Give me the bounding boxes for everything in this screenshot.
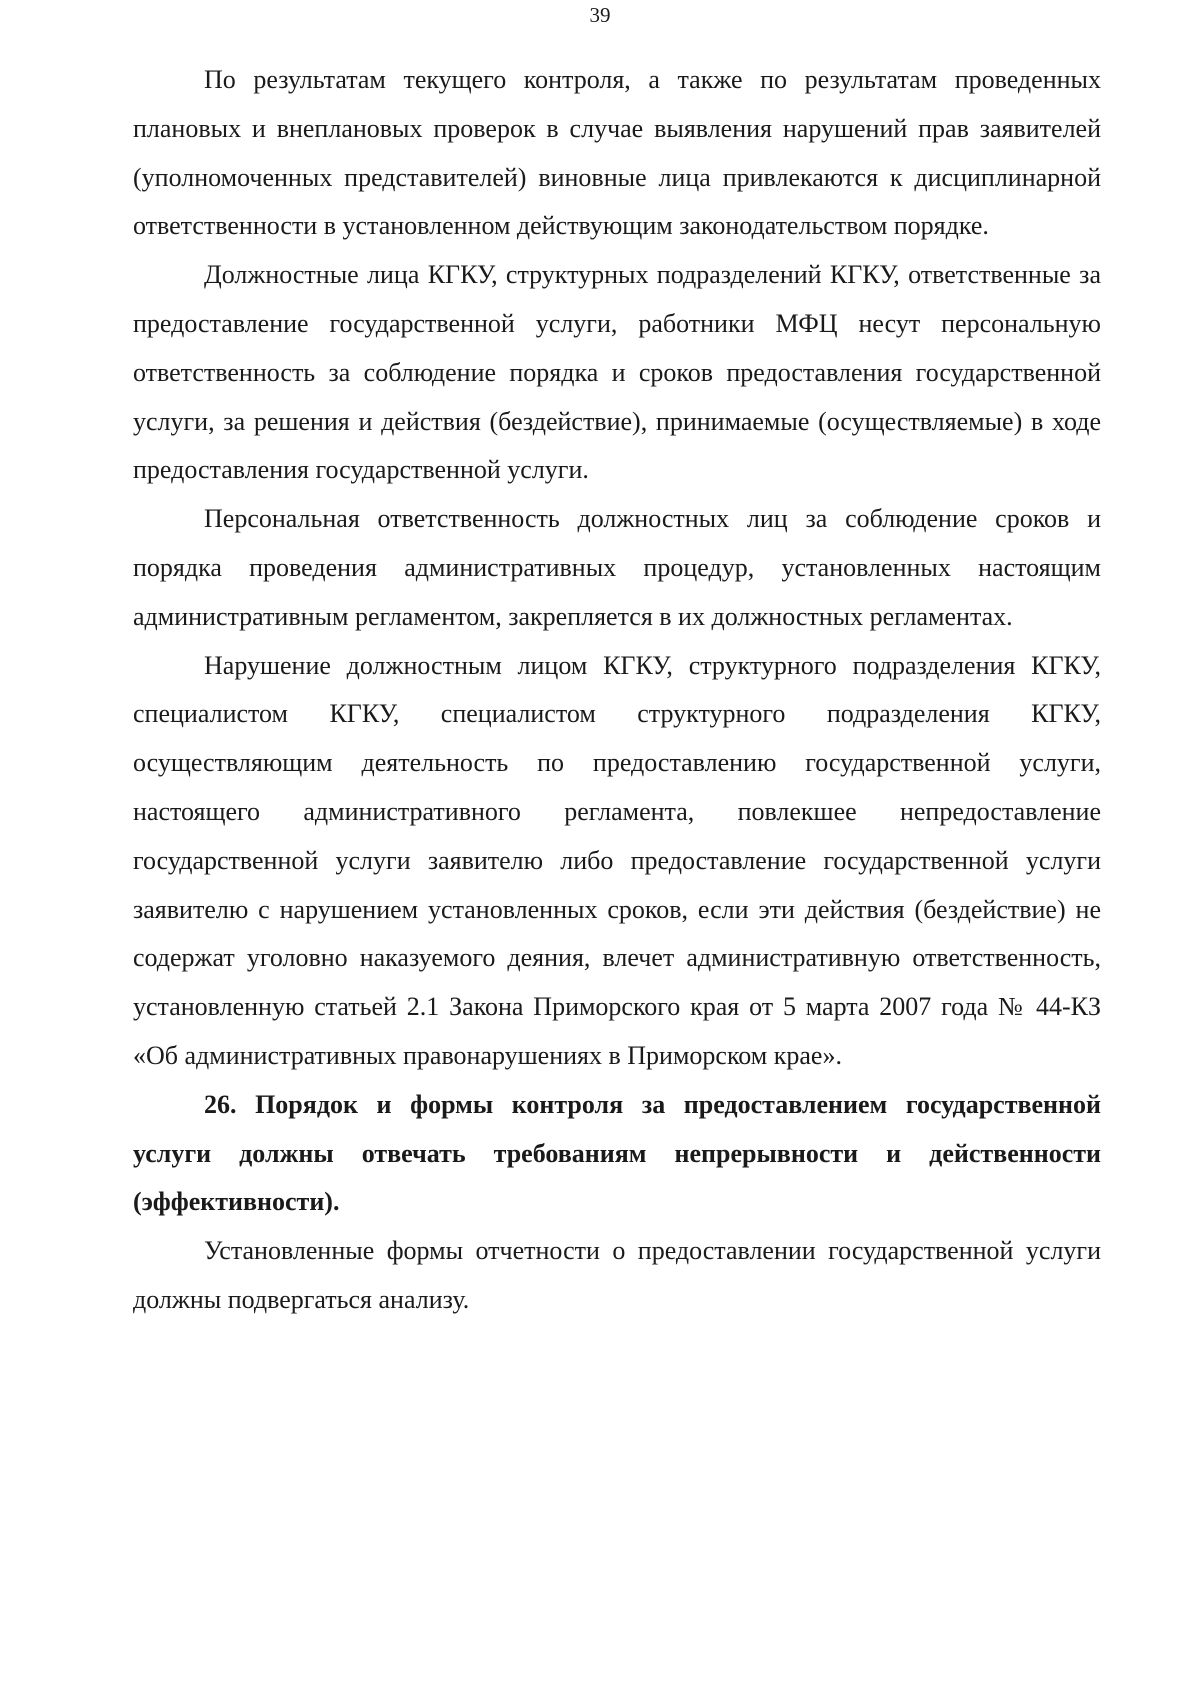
paragraph-personal-responsibility: Персональная ответственность должностных лиц за соблюдение сроков и порядка проведения административных процедур, установленных настоящим административным регламентом, закрепляется в их должностных регламентах. xyxy=(133,504,1101,631)
document-body xyxy=(133,56,1101,1325)
paragraph-officials-responsibility: Должностные лица КГКУ, структурных подразделений КГКУ, ответственные за предоставление государственной услуги, работники МФЦ несут персональную ответственность за соблюдение порядка и сроков предоставления государственной услуги, за решения и действия (бездействие), принимаемые (осуществляемые) в ходе предоставления государственной услуги. xyxy=(133,260,1101,485)
paragraph-administrative-liability: Нарушение должностным лицом КГКУ, структурного подразделения КГКУ, специалистом КГКУ, специалистом структурного подразделения КГКУ, осуществляющим деятельность по предоставлению государственной услуги, настоящего административного регламента, повлекшее непредоставление государственной услуги заявителю либо предоставление государственной услуги заявителю с нарушением установленных сроков, если эти действия (бездействие) не содержат уголовно наказуемого деяния, влечет административную ответственность, установленную статьей 2.1 Закона Приморского края от 5 марта 2007 года № 44-КЗ «Об административных правонарушениях в Приморском крае». xyxy=(133,650,1101,1070)
paragraph-violations-liability: По результатам текущего контроля, а также по результатам проведенных плановых и внеплановых проверок в случае выявления нарушений прав заявителей (уполномоченных представителей) виновные лица привлекаются к дисциплинарной ответственности в установленном действующим законодательством порядке. xyxy=(133,65,1101,241)
page-number: 39 xyxy=(589,3,611,27)
paragraph-reporting-analysis: Установленные формы отчетности о предоставлении государственной услуги должны подвергаться анализу. xyxy=(133,1236,1101,1314)
section-heading-26: 26. Порядок и формы контроля за предоставлением государственной услуги должны отвечать требованиям непрерывности и действенности (эффективности). xyxy=(133,1089,1101,1217)
